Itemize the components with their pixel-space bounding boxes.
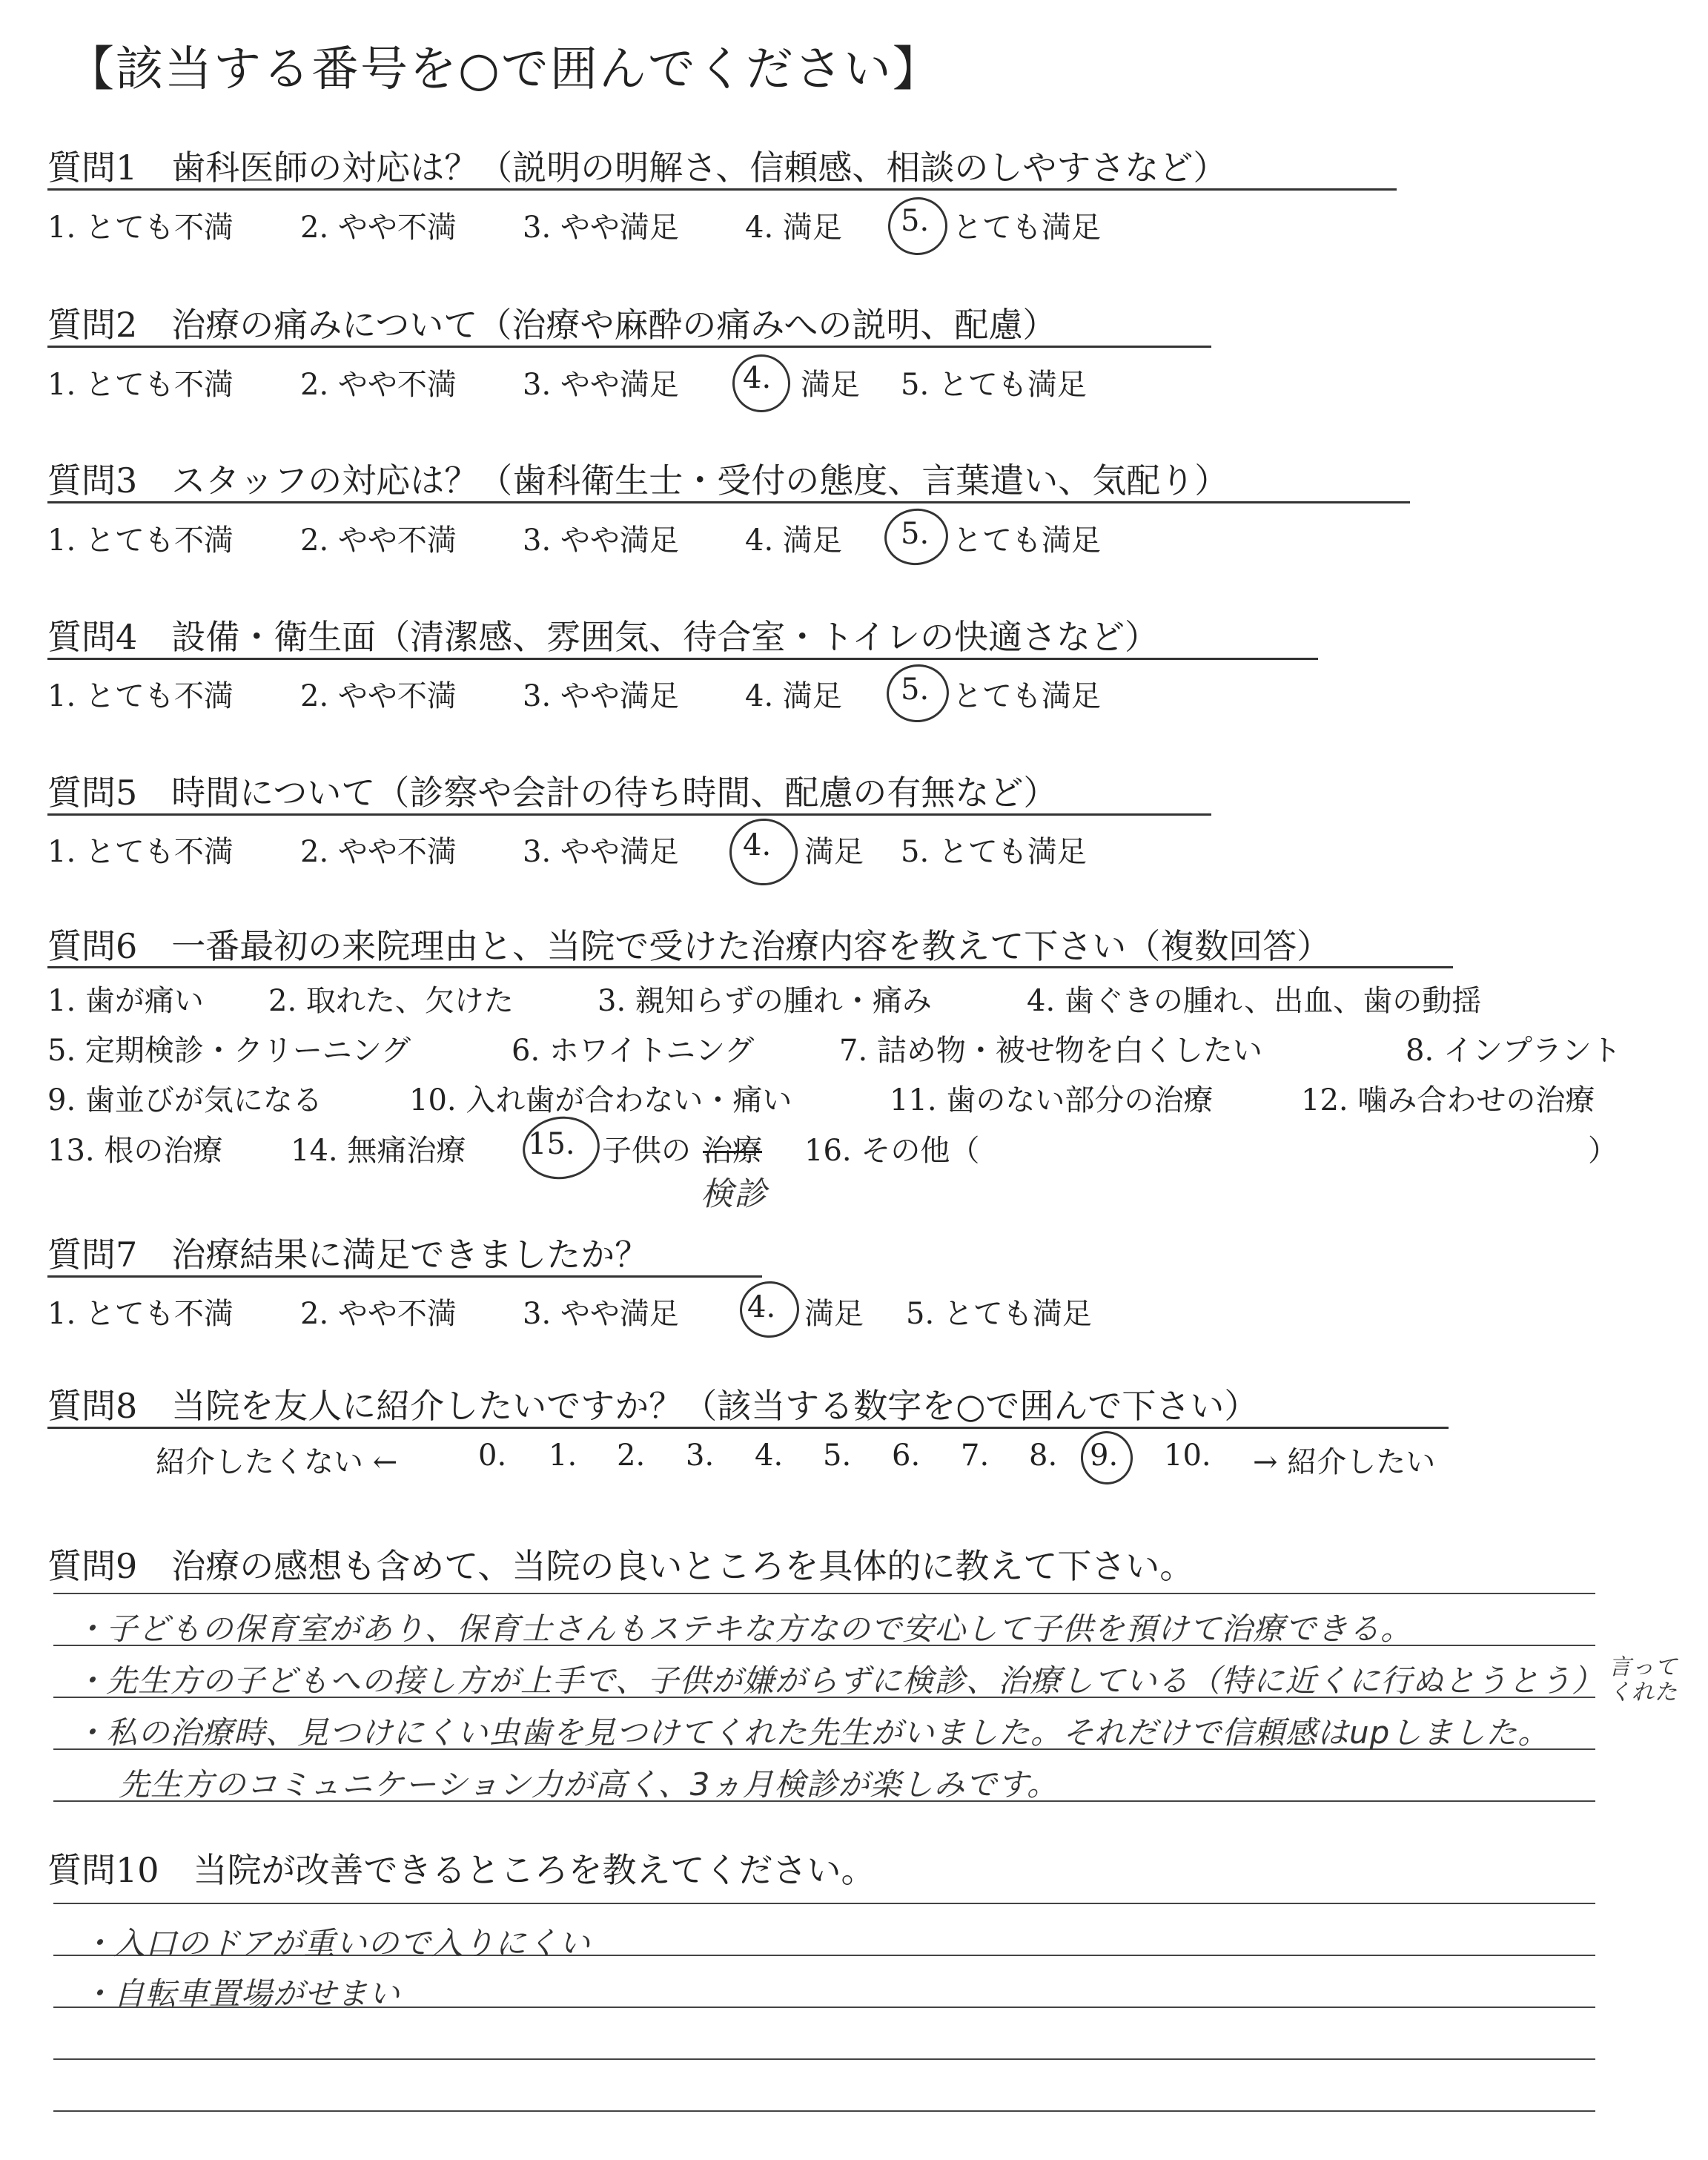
q6-item8[interactable]: 8. インプラント xyxy=(1406,1034,1621,1068)
q5-opt4-label[interactable]: 満足 xyxy=(804,835,864,869)
q4-answer-circle xyxy=(883,661,953,727)
q10-ruled-line-4 xyxy=(53,2058,1595,2060)
q6-item13[interactable]: 13. 根の治療 xyxy=(47,1134,223,1168)
q9-answer-line-1: ・子どもの保育室があり、保育士さんもステキな方なので安心して子供を預けて治療できる。 xyxy=(74,1611,1413,1647)
q5-underline xyxy=(47,813,1211,816)
q3-opt2[interactable]: 2. やや不満 xyxy=(300,524,457,558)
q6-item6[interactable]: 6. ホワイトニング xyxy=(512,1034,755,1068)
q6-item12[interactable]: 12. 噛み合わせの治療 xyxy=(1301,1083,1595,1117)
q2-opt4-number[interactable]: 4. xyxy=(743,361,772,395)
q6-item15-struck-word: 治療 xyxy=(703,1134,762,1168)
q2-opt2[interactable]: 2. やや不満 xyxy=(300,368,457,402)
q6-item9[interactable]: 9. 歯並びが気になる xyxy=(47,1083,322,1117)
q8-right-label: → 紹介したい xyxy=(1253,1445,1436,1479)
q3-title: 質問3 スタッフの対応は？（歯科衛生士・受付の態度、言葉遣い、気配り） xyxy=(47,460,1229,501)
q3-opt5-number[interactable]: 5. xyxy=(901,517,930,551)
q6-item5[interactable]: 5. 定期検診・クリーニング xyxy=(47,1034,411,1068)
q10-answer-line-1: ・入口のドアが重いので入りにくい xyxy=(82,1925,591,1961)
q4-opt5-label[interactable]: とても満足 xyxy=(953,679,1101,713)
q8-scale-5[interactable]: 5. xyxy=(823,1439,852,1473)
q3-opt3[interactable]: 3. やや満足 xyxy=(523,524,679,558)
q7-opt4-label[interactable]: 満足 xyxy=(804,1297,864,1331)
q9-answer-line-3: ・私の治療時、見つけにくい虫歯を見つけてくれた先生がいました。それだけで信頼感はupしました。 xyxy=(74,1714,1550,1751)
q2-underline xyxy=(47,346,1211,348)
q1-answer-circle xyxy=(884,194,951,259)
q6-item2[interactable]: 2. 取れた、欠けた xyxy=(268,984,514,1018)
q1-opt5-label[interactable]: とても満足 xyxy=(953,211,1101,245)
q6-answer-circle xyxy=(519,1112,604,1184)
q8-scale-8[interactable]: 8. xyxy=(1029,1439,1058,1473)
q2-title: 質問2 治療の痛みについて（治療や麻酔の痛みへの説明、配慮） xyxy=(47,305,1057,345)
q8-scale-10[interactable]: 10. xyxy=(1164,1439,1211,1473)
q7-answer-circle xyxy=(736,1278,803,1341)
q9-title: 質問9 治療の感想も含めて、当院の良いところを具体的に教えて下さい。 xyxy=(47,1546,1194,1586)
q8-scale-3[interactable]: 3. xyxy=(686,1439,715,1473)
q4-opt3[interactable]: 3. やや満足 xyxy=(523,679,679,713)
q8-scale-1[interactable]: 1. xyxy=(549,1439,577,1473)
q3-answer-circle xyxy=(881,504,952,569)
q5-opt5[interactable]: 5. とても満足 xyxy=(901,835,1087,869)
q7-opt4-number[interactable]: 4. xyxy=(747,1290,776,1324)
q7-opt5[interactable]: 5. とても満足 xyxy=(906,1297,1092,1331)
q1-opt3[interactable]: 3. やや満足 xyxy=(523,211,679,245)
q8-left-label: 紹介したくない ← xyxy=(156,1445,398,1479)
q7-opt1[interactable]: 1. とても不満 xyxy=(47,1297,234,1331)
q5-opt3[interactable]: 3. やや満足 xyxy=(523,835,679,869)
q5-opt4-number[interactable]: 4. xyxy=(743,828,772,862)
q4-opt1[interactable]: 1. とても不満 xyxy=(47,679,234,713)
q5-title: 質問5 時間について（診察や会計の待ち時間、配慮の有無など） xyxy=(47,773,1058,813)
q9-answer-line-4: 先生方のコミュニケーション力が高く、3ヵ月検診が楽しみです。 xyxy=(119,1766,1059,1803)
q5-opt1[interactable]: 1. とても不満 xyxy=(47,835,234,869)
q8-underline xyxy=(47,1427,1449,1429)
q6-item14[interactable]: 14. 無痛治療 xyxy=(291,1134,466,1168)
q4-opt5-number[interactable]: 5. xyxy=(901,673,930,707)
q2-opt1[interactable]: 1. とても不満 xyxy=(47,368,234,402)
q1-underline xyxy=(47,188,1397,191)
q6-item16[interactable]: 16. その他（ xyxy=(804,1134,980,1168)
q6-item10[interactable]: 10. 入れ歯が合わない・痛い xyxy=(409,1083,792,1117)
q3-opt4[interactable]: 4. 満足 xyxy=(745,524,842,558)
q6-item4[interactable]: 4. 歯ぐきの腫れ、出血、歯の動揺 xyxy=(1027,984,1482,1018)
q3-opt5-label[interactable]: とても満足 xyxy=(953,524,1101,558)
q10-ruled-line-1 xyxy=(53,1903,1595,1904)
q4-opt4[interactable]: 4. 満足 xyxy=(745,679,842,713)
q10-title: 質問10 当院が改善できるところを教えてください。 xyxy=(47,1850,875,1890)
q7-opt2[interactable]: 2. やや不満 xyxy=(300,1297,457,1331)
q6-handwritten-correction: 検診 xyxy=(701,1175,767,1213)
q7-title: 質問7 治療結果に満足できましたか？ xyxy=(47,1235,649,1275)
q5-opt2[interactable]: 2. やや不満 xyxy=(300,835,457,869)
q4-opt2[interactable]: 2. やや不満 xyxy=(300,679,457,713)
q2-opt3[interactable]: 3. やや満足 xyxy=(523,368,679,402)
q6-item16-close-paren: ） xyxy=(1588,1134,1618,1168)
q6-item1[interactable]: 1. 歯が痛い xyxy=(47,984,204,1018)
q6-item15-number[interactable]: 15. xyxy=(528,1127,575,1161)
q1-opt4[interactable]: 4. 満足 xyxy=(745,211,842,245)
q1-opt2[interactable]: 2. やや不満 xyxy=(300,211,457,245)
q6-item11[interactable]: 11. 歯のない部分の治療 xyxy=(890,1083,1214,1117)
q1-opt1[interactable]: 1. とても不満 xyxy=(47,211,234,245)
q8-scale-4[interactable]: 4. xyxy=(755,1439,784,1473)
q8-scale-2[interactable]: 2. xyxy=(617,1439,646,1473)
q2-opt4-label[interactable]: 満足 xyxy=(801,368,860,402)
page-header: 【該当する番号を○で囲んでください】 xyxy=(67,42,941,97)
q6-item15-label[interactable]: 子供の xyxy=(602,1134,691,1168)
q8-title: 質問8 当院を友人に紹介したいですか？（該当する数字を○で囲んで下さい） xyxy=(47,1386,1259,1426)
q1-opt5-number[interactable]: 5. xyxy=(901,204,930,238)
q9-ruled-line-1 xyxy=(53,1593,1595,1594)
q5-answer-circle xyxy=(725,814,802,890)
q8-scale-9[interactable]: 9. xyxy=(1090,1439,1119,1473)
q8-scale-6[interactable]: 6. xyxy=(892,1439,921,1473)
q9-answer-line-2: ・先生方の子どもへの接し方が上手で、子供が嫌がらずに検診、治療している（特に近くに行ぬとうとう） xyxy=(74,1662,1604,1699)
q6-item7[interactable]: 7. 詰め物・被せ物を白くしたい xyxy=(839,1034,1262,1068)
q6-underline xyxy=(47,966,1453,968)
q2-opt5[interactable]: 5. とても満足 xyxy=(901,368,1087,402)
q2-answer-circle xyxy=(729,351,794,416)
q8-scale-0[interactable]: 0. xyxy=(478,1439,507,1473)
q10-answer-line-2: ・自転車置場がせまい xyxy=(82,1975,401,2012)
q6-item3[interactable]: 3. 親知らずの腫れ・痛み xyxy=(598,984,932,1018)
q9-margin-note: 言ってくれた xyxy=(1609,1654,1678,1705)
q8-answer-circle xyxy=(1077,1427,1136,1487)
q4-title: 質問4 設備・衛生面（清潔感、雰囲気、待合室・トイレの快適さなど） xyxy=(47,617,1159,657)
q3-underline xyxy=(47,501,1410,503)
q4-underline xyxy=(47,658,1318,660)
q10-ruled-line-5 xyxy=(53,2110,1595,2112)
q7-underline xyxy=(47,1275,762,1278)
q7-opt3[interactable]: 3. やや満足 xyxy=(523,1297,679,1331)
q8-scale-7[interactable]: 7. xyxy=(961,1439,990,1473)
q1-title: 質問1 歯科医師の対応は？（説明の明解さ、信頼感、相談のしやすさなど） xyxy=(47,148,1228,188)
q6-title: 質問6 一番最初の来院理由と、当院で受けた治療内容を教えて下さい（複数回答） xyxy=(47,926,1331,966)
q3-opt1[interactable]: 1. とても不満 xyxy=(47,524,234,558)
